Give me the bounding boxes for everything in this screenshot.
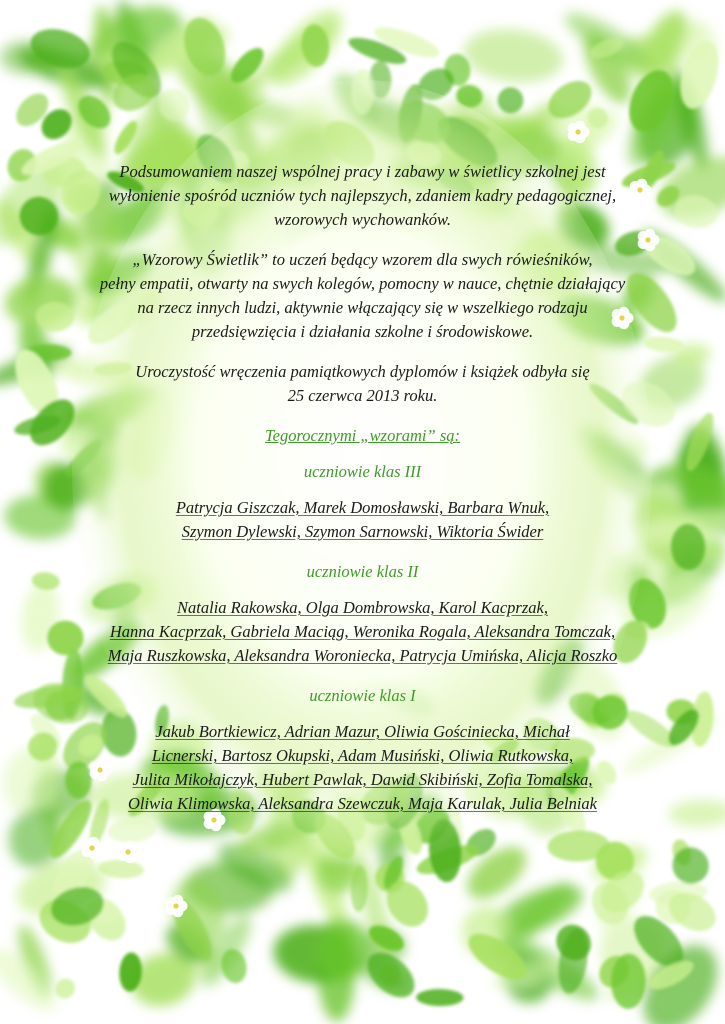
definition-paragraph	[60, 248, 665, 344]
intro-paragraph	[60, 160, 665, 232]
definition-line: pełny empatii, otwarty na swych kolegów, pomocny w nauce, chętnie działający	[99, 274, 626, 293]
name-line: Jakub Bortkiewicz, Adrian Mazur, Oliwia Gościniecka, Michał	[155, 722, 570, 741]
name-line: Licnerski, Bartosz Okupski, Adam Musiński, Oliwia Rutkowska,	[151, 746, 574, 765]
definition-line: „Wzorowy Świetlik” to uczeń będący wzorem dla swych rówieśników,	[132, 250, 593, 269]
name-line: Hanna Kacprzak, Gabriela Maciąg, Weronika Rogala, Aleksandra Tomczak,	[109, 622, 616, 641]
ceremony-line: Uroczystość wręczenia pamiątkowych dyplomów i książek odbyła się	[135, 362, 590, 381]
name-line: Maja Ruszkowska, Aleksandra Woroniecka, Patrycja Umińska, Alicja Roszko	[107, 646, 618, 665]
names-klas-ii	[60, 596, 665, 668]
group-heading-klas-ii: uczniowie klas II	[306, 562, 419, 581]
intro-line: wyłonienie spośród uczniów tych najlepszych, zdaniem kadry pedagogicznej,	[108, 186, 617, 205]
group-heading-klas-i: uczniowie klas I	[309, 686, 416, 705]
intro-line: Podsumowaniem naszej wspólnej pracy i zabawy w świetlicy szkolnej jest	[119, 162, 606, 181]
definition-line: na rzecz innych ludzi, aktywnie włączający się w wszelkiego rodzaju	[137, 298, 588, 317]
definition-line: przedsięwzięcia i działania szkolne i środowiskowe.	[191, 322, 534, 341]
names-klas-i	[60, 720, 665, 816]
intro-line: wzorowych wychowanków.	[274, 210, 451, 229]
ceremony-paragraph	[60, 360, 665, 408]
name-line: Natalia Rakowska, Olga Dombrowska, Karol Kacprzak,	[177, 598, 548, 617]
ceremony-line: 25 czerwca 2013 roku.	[287, 386, 438, 405]
name-line: Szymon Dylewski, Szymon Sarnowski, Wiktoria Świder	[181, 522, 544, 541]
names-klas-iii	[60, 496, 665, 544]
name-line: Julita Mikołajczyk, Hubert Pawlak, Dawid Skibiński, Zofia Tomalska,	[132, 770, 593, 789]
group-heading-klas-iii: uczniowie klas III	[303, 462, 422, 481]
name-line: Oliwia Klimowska, Aleksandra Szewczuk, Maja Karulak, Julia Belniak	[128, 794, 597, 813]
name-line: Patrycja Giszczak, Marek Domosławski, Barbara Wnuk,	[175, 498, 550, 517]
winners-heading: Tegorocznymi „wzorami” są:	[265, 426, 460, 445]
